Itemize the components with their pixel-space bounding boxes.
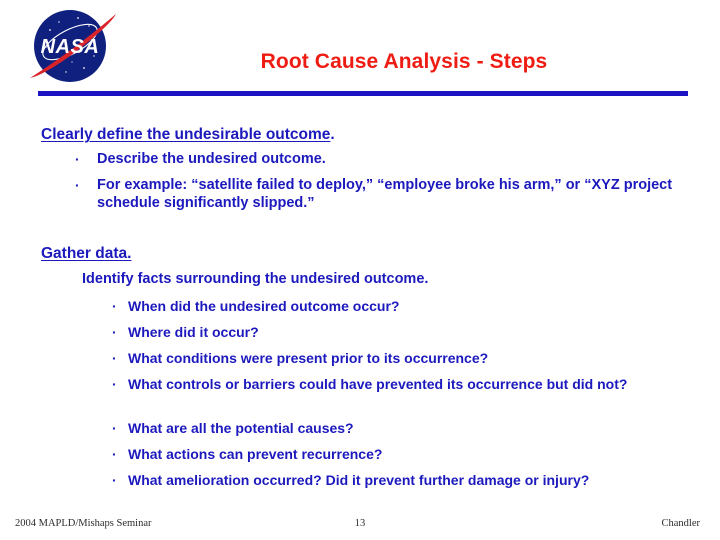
footer-page-number: 13 bbox=[354, 518, 366, 529]
bullet-dot-icon: · bbox=[75, 151, 80, 167]
list-item-label: Identify facts surrounding the undesired outcome. bbox=[82, 271, 429, 287]
list-item bbox=[112, 323, 687, 341]
section-heading-underlined-text: Clearly define the undesirable outcome bbox=[41, 126, 331, 143]
list-item bbox=[112, 297, 687, 315]
slide-body bbox=[0, 108, 720, 508]
bullet-dot-icon: · bbox=[112, 324, 117, 340]
list-item bbox=[112, 445, 687, 463]
svg-text:NASA: NASA bbox=[40, 36, 100, 58]
section-heading-gather-data bbox=[41, 245, 131, 263]
list-item-label: Describe the undesired outcome. bbox=[97, 151, 326, 167]
footer-seminar-label: 2004 MAPLD/Mishaps Seminar bbox=[15, 518, 152, 529]
list-item-label: When did the undesired outcome occur? bbox=[128, 298, 400, 314]
bullet-dot-icon: · bbox=[112, 376, 117, 392]
bullet-dot-icon: · bbox=[112, 420, 117, 436]
nasa-meatball-logo bbox=[26, 2, 118, 86]
list-item-label: What actions can prevent recurrence? bbox=[128, 446, 383, 462]
section-heading-tail: . bbox=[330, 126, 335, 143]
list-item bbox=[112, 349, 687, 367]
bullet-dot-icon: · bbox=[112, 446, 117, 462]
list-item-label: Where did it occur? bbox=[128, 324, 259, 340]
bullet-dot-icon: · bbox=[112, 350, 117, 366]
section-heading-underlined-text: Gather data. bbox=[41, 245, 132, 262]
slide-footer bbox=[0, 518, 720, 538]
bullet-dot-icon: · bbox=[112, 472, 117, 488]
list-item-label: What are all the potential causes? bbox=[128, 420, 354, 436]
footer-author-label: Chandler bbox=[661, 518, 700, 529]
bullet-dot-icon: · bbox=[112, 298, 117, 314]
list-item bbox=[75, 150, 687, 168]
title-divider bbox=[38, 91, 688, 96]
list-item bbox=[112, 419, 687, 437]
list-item bbox=[112, 375, 687, 393]
list-item bbox=[112, 471, 687, 489]
list-item-label: What amelioration occurred? Did it prevent further damage or injury? bbox=[128, 472, 590, 488]
list-item bbox=[75, 176, 687, 212]
slide-header bbox=[0, 0, 720, 108]
page-title: Root Cause Analysis - Steps bbox=[260, 50, 548, 73]
bullet-dot-icon: · bbox=[75, 177, 80, 193]
list-item-label: What controls or barriers could have prevented its occurrence but did not? bbox=[128, 376, 628, 392]
list-item-label: For example: “satellite failed to deploy,” “employee broke his arm,” or “XYZ project schedule significantly slipped.” bbox=[97, 177, 673, 211]
list-item-label: What conditions were present prior to its occurrence? bbox=[128, 350, 489, 366]
section-heading-define-outcome bbox=[41, 126, 335, 144]
list-item bbox=[82, 270, 694, 288]
